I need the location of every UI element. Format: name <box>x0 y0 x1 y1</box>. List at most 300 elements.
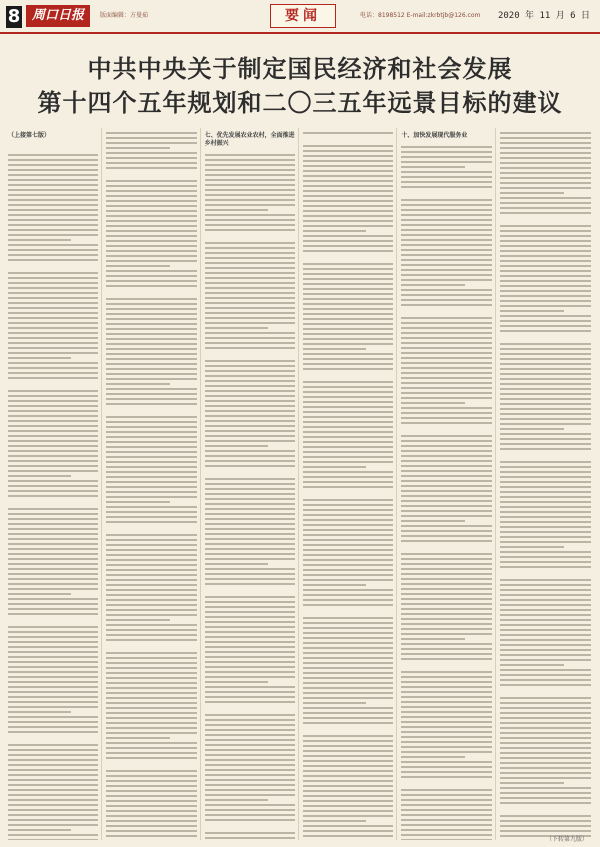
text-line <box>205 247 295 249</box>
text-line <box>303 288 393 290</box>
text-line <box>303 155 393 157</box>
text-line <box>500 802 591 804</box>
text-line <box>106 431 196 433</box>
text-line <box>8 671 98 673</box>
text-line <box>500 230 591 232</box>
text-line <box>401 455 491 457</box>
text-line <box>303 780 393 782</box>
text-line <box>401 716 491 718</box>
text-line <box>205 420 295 422</box>
text-line <box>205 744 295 746</box>
text-line <box>8 317 98 319</box>
text-line <box>8 455 98 457</box>
text-line <box>205 252 295 254</box>
text-line <box>8 400 98 402</box>
text-line <box>205 636 295 638</box>
text-line <box>205 563 268 565</box>
text-line <box>303 240 393 242</box>
text-line <box>401 440 491 442</box>
text-line <box>8 774 98 776</box>
text-line <box>8 749 98 751</box>
text-line <box>8 824 98 826</box>
text-line <box>303 702 366 704</box>
text-line <box>205 229 295 231</box>
text-line <box>303 584 366 586</box>
text-line <box>205 513 295 515</box>
text-line <box>500 697 591 699</box>
text-line <box>205 430 295 432</box>
text-line <box>205 729 295 731</box>
text-line <box>500 491 591 493</box>
text-line <box>401 347 491 349</box>
text-line <box>303 283 393 285</box>
text-line <box>303 245 393 247</box>
text-line <box>303 599 393 601</box>
text-line <box>303 401 393 403</box>
text-line <box>303 594 393 596</box>
text-line <box>500 679 591 681</box>
text-line <box>500 526 591 528</box>
text-line <box>106 780 196 782</box>
text-line <box>8 460 98 462</box>
text-line <box>205 478 295 480</box>
text-line <box>106 682 196 684</box>
headline <box>0 52 600 120</box>
text-lines <box>106 128 196 840</box>
text-line <box>500 438 591 440</box>
text-line <box>205 819 295 821</box>
text-line <box>8 731 98 733</box>
text-line <box>106 614 196 616</box>
text-line <box>8 548 98 550</box>
text-line <box>8 513 98 515</box>
text-line <box>401 819 491 821</box>
text-line <box>106 634 196 636</box>
text-line <box>401 525 491 527</box>
text-line <box>401 166 464 168</box>
text-line <box>401 563 491 565</box>
text-line <box>500 830 591 832</box>
text-line <box>106 220 196 222</box>
text-line <box>500 428 564 430</box>
text-line <box>8 726 98 728</box>
text-line <box>500 702 591 704</box>
text-line <box>500 584 591 586</box>
text-line <box>303 549 393 551</box>
text-line <box>401 377 491 379</box>
text-line <box>401 588 491 590</box>
text-line <box>106 752 196 754</box>
text-line <box>106 564 196 566</box>
text-line <box>205 425 295 427</box>
text-line <box>303 313 393 315</box>
text-line <box>401 535 491 537</box>
text-line <box>106 702 196 704</box>
text-line <box>106 142 196 144</box>
text-line <box>500 624 591 626</box>
text-line <box>303 727 393 732</box>
text-line <box>106 298 196 300</box>
text-line <box>205 159 295 161</box>
text-line <box>106 594 196 596</box>
text-line <box>500 373 591 375</box>
text-line <box>401 435 491 437</box>
text-line <box>205 209 268 211</box>
text-line <box>500 757 591 759</box>
text-line <box>303 293 393 295</box>
text-line <box>401 814 491 816</box>
text-line <box>303 363 393 365</box>
text-line <box>401 573 491 575</box>
text-line <box>401 741 491 743</box>
text-line <box>303 230 366 232</box>
text-line <box>106 461 196 463</box>
text-line <box>205 734 295 736</box>
text-line <box>106 757 196 759</box>
text-line <box>205 764 295 766</box>
text-line <box>205 739 295 741</box>
text-line <box>303 604 393 606</box>
text-line <box>106 137 196 139</box>
text-line <box>401 638 464 640</box>
text-line <box>8 696 98 698</box>
text-line <box>303 381 393 383</box>
text-line <box>205 601 295 603</box>
text-line <box>106 569 196 571</box>
text-line <box>500 152 591 154</box>
text-line <box>303 559 393 561</box>
text-line <box>500 310 564 312</box>
text-line <box>106 303 196 305</box>
text-line <box>8 327 98 329</box>
text-line <box>8 179 98 181</box>
text-line <box>205 832 295 834</box>
text-line <box>500 142 591 144</box>
text-line <box>205 390 295 392</box>
text-line <box>500 772 591 774</box>
text-line <box>205 312 295 314</box>
text-line <box>8 799 98 801</box>
text-line <box>303 765 393 767</box>
text-line <box>500 792 591 794</box>
text-line <box>205 199 295 201</box>
text-line <box>205 272 295 274</box>
text-line <box>8 598 98 600</box>
text-line <box>303 278 393 280</box>
column-5-subhead: 十、加快发展现代服务业 <box>401 132 468 139</box>
text-line <box>205 814 295 816</box>
text-line <box>8 651 98 653</box>
text-line <box>401 771 491 773</box>
text-line <box>401 317 491 319</box>
text-line <box>500 275 591 277</box>
text-line <box>401 450 491 452</box>
text-line <box>8 377 98 379</box>
text-line <box>8 159 98 161</box>
text-line <box>303 760 393 762</box>
text-line <box>106 584 196 586</box>
text-line <box>303 662 393 664</box>
text-line <box>8 450 98 452</box>
text-line <box>8 706 98 708</box>
text-line <box>106 810 196 812</box>
text-line <box>106 825 196 827</box>
text-line <box>106 770 196 772</box>
text-line <box>401 294 491 296</box>
text-line <box>303 132 393 134</box>
text-line <box>500 762 591 764</box>
text-line <box>500 192 564 194</box>
text-line <box>8 721 98 723</box>
text-line <box>205 307 295 309</box>
text-line <box>106 775 196 777</box>
text-line <box>8 508 98 510</box>
text-line <box>500 639 591 641</box>
text-line <box>500 315 591 317</box>
text-line <box>8 608 98 610</box>
text-line <box>303 391 393 393</box>
text-line <box>401 289 491 291</box>
text-line <box>500 197 591 199</box>
text-line <box>106 446 196 448</box>
text-line <box>8 829 71 831</box>
text-line <box>303 617 393 619</box>
text-line <box>106 521 196 523</box>
text-line <box>500 285 591 287</box>
text-line <box>8 292 98 294</box>
text-line <box>500 684 591 686</box>
text-line <box>500 546 564 548</box>
text-line <box>500 664 564 666</box>
text-line <box>303 150 393 152</box>
text-line <box>205 596 295 598</box>
issue-date: 2020 年 11 月 6 日 <box>497 11 590 21</box>
text-line <box>401 746 491 748</box>
text-line <box>303 697 393 699</box>
text-line <box>401 701 491 703</box>
text-line <box>205 262 295 264</box>
text-line <box>500 443 591 445</box>
text-line <box>106 225 196 227</box>
text-line <box>106 815 196 817</box>
text-line <box>205 719 295 721</box>
text-line <box>205 681 268 683</box>
text-line <box>106 511 196 513</box>
text-line <box>401 495 491 497</box>
text-line <box>106 363 196 365</box>
continued-note: （下转第九版） <box>545 836 588 843</box>
text-line <box>8 435 98 437</box>
text-line <box>401 407 491 409</box>
text-line <box>303 835 393 837</box>
text-line <box>205 302 295 304</box>
text-line <box>8 480 98 482</box>
text-line <box>500 305 591 307</box>
text-line <box>500 471 591 473</box>
text-line <box>205 174 295 176</box>
text-line <box>401 422 491 424</box>
text-line <box>401 181 491 183</box>
text-line <box>205 445 268 447</box>
text-line <box>303 717 393 719</box>
text-line <box>205 450 295 452</box>
text-line <box>8 583 98 585</box>
text-line <box>303 145 393 147</box>
text-line <box>401 500 491 502</box>
text-line <box>303 165 393 167</box>
text-line <box>106 157 196 159</box>
text-line <box>401 161 491 163</box>
text-line <box>8 701 98 703</box>
text-line <box>8 603 98 605</box>
text-line <box>303 564 393 566</box>
text-line <box>303 609 393 614</box>
text-line <box>303 519 393 521</box>
text-line <box>303 722 393 724</box>
text-line <box>303 190 393 192</box>
text-line <box>205 287 295 289</box>
text-line <box>401 751 491 753</box>
text-line <box>500 393 591 395</box>
text-line <box>106 747 196 749</box>
text-line <box>401 269 491 271</box>
text-line <box>8 199 98 201</box>
text-line <box>106 574 196 576</box>
text-line <box>303 348 366 350</box>
text-line <box>303 524 393 526</box>
text-line <box>401 829 491 831</box>
text-line <box>401 219 491 221</box>
text-line <box>106 353 196 355</box>
text-line <box>303 368 393 370</box>
text-line <box>106 280 196 282</box>
text-line <box>401 505 491 507</box>
text-line <box>401 322 491 324</box>
text-line <box>205 578 295 580</box>
text-line <box>106 516 196 518</box>
text-line <box>106 554 196 556</box>
text-line <box>401 671 491 673</box>
text-line <box>303 396 393 398</box>
text-line <box>500 604 591 606</box>
text-line <box>205 538 295 540</box>
text-line <box>401 332 491 334</box>
text-line <box>106 378 196 380</box>
text-line <box>8 490 98 492</box>
text-line <box>401 186 491 188</box>
text-line <box>303 667 393 669</box>
text-line <box>303 235 393 237</box>
text-line <box>106 692 196 694</box>
text-line <box>205 676 295 678</box>
text-line <box>303 830 393 832</box>
text-line <box>401 397 491 399</box>
text-line <box>303 185 393 187</box>
text-line <box>303 509 393 511</box>
text-line <box>401 264 491 266</box>
text-line <box>401 558 491 560</box>
text-line <box>106 240 196 242</box>
text-line <box>8 764 98 766</box>
text-line <box>205 370 295 372</box>
text-line <box>401 824 491 826</box>
text-line <box>500 619 591 621</box>
text-column-1 <box>8 128 102 840</box>
text-line <box>401 766 491 768</box>
text-line <box>401 176 491 178</box>
text-line <box>303 250 393 252</box>
header-rule <box>0 32 600 34</box>
text-line <box>8 277 98 279</box>
text-line <box>8 282 98 284</box>
text-line <box>303 426 393 428</box>
text-line <box>303 481 393 483</box>
text-line <box>500 579 591 581</box>
text-line <box>8 372 98 374</box>
text-line <box>303 175 393 177</box>
text-line <box>8 779 98 781</box>
text-line <box>205 656 295 658</box>
text-line <box>8 312 98 314</box>
text-line <box>8 244 98 246</box>
headline-line-1: 中共中央关于制定国民经济和社会发展 <box>87 54 513 83</box>
text-line <box>500 290 591 292</box>
text-line <box>401 681 491 683</box>
text-line <box>401 460 491 462</box>
text-line <box>401 711 491 713</box>
text-line <box>205 297 295 299</box>
text-line <box>205 666 295 668</box>
text-line <box>8 839 98 840</box>
text-line <box>106 619 169 621</box>
text-line <box>8 430 98 432</box>
text-line <box>205 204 295 206</box>
text-line <box>8 287 98 289</box>
text-line <box>303 205 393 207</box>
text-line <box>500 260 591 262</box>
text-line <box>303 308 393 310</box>
text-line <box>205 164 295 166</box>
text-line <box>500 649 591 651</box>
text-line <box>205 337 295 339</box>
text-line <box>106 290 196 295</box>
text-line <box>303 755 393 757</box>
text-line <box>106 215 196 217</box>
text-line <box>205 809 295 811</box>
text-line <box>106 172 196 177</box>
text-line <box>401 342 491 344</box>
text-line <box>500 270 591 272</box>
text-line <box>8 445 98 447</box>
text-line <box>401 199 491 201</box>
text-line <box>401 156 491 158</box>
text-line <box>205 588 295 593</box>
text-column-4 <box>303 128 397 840</box>
text-line <box>8 661 98 663</box>
text-line <box>106 667 196 669</box>
text-line <box>500 353 591 355</box>
text-line <box>8 146 98 151</box>
text-line <box>205 257 295 259</box>
text-lines <box>303 128 393 840</box>
text-line <box>8 495 98 497</box>
text-line <box>303 770 393 772</box>
text-line <box>205 342 295 344</box>
text-line <box>401 209 491 211</box>
text-line <box>8 613 98 615</box>
text-line <box>205 799 268 801</box>
text-line <box>205 641 295 643</box>
